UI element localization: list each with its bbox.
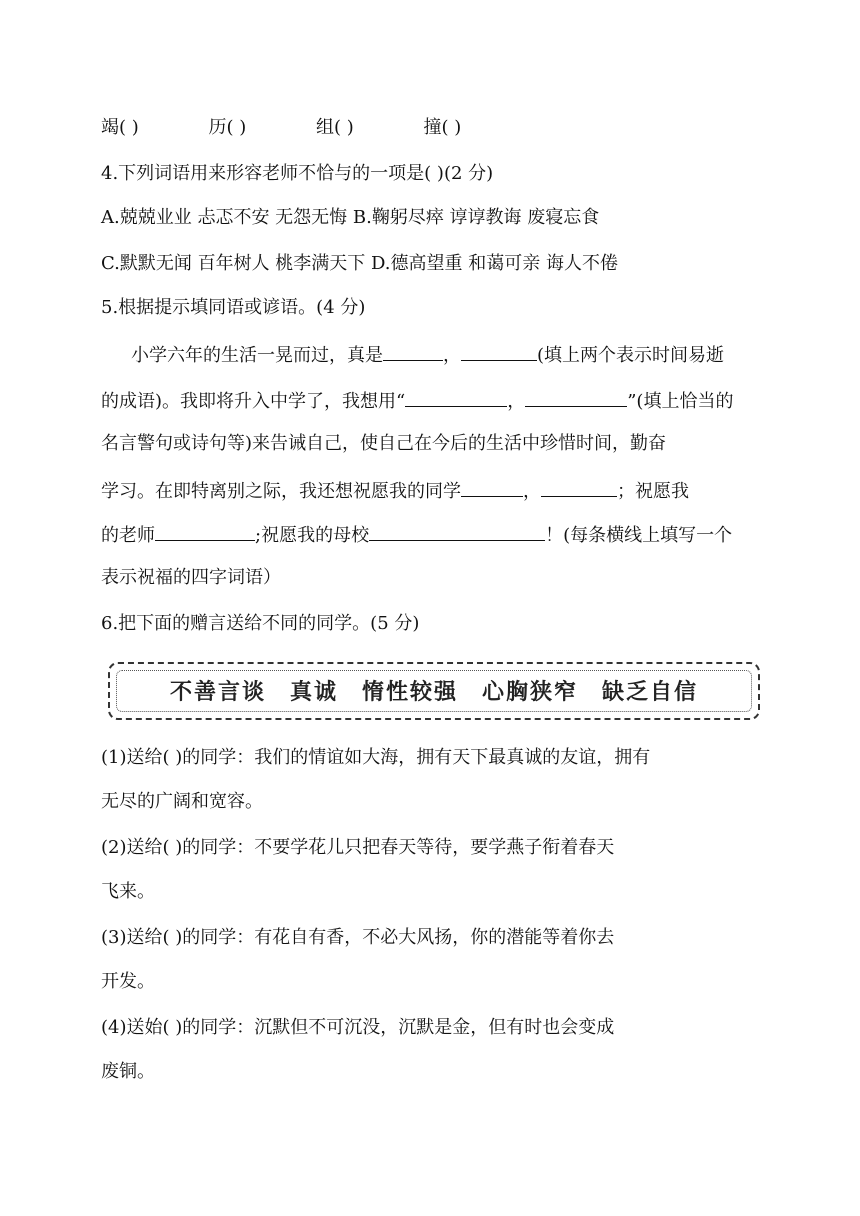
q6-item-4: (4)送始( )的同学：沉默但不可沉没，沉默是金，但有时也会变成 [101, 1017, 615, 1038]
answer-blank[interactable] [405, 388, 507, 407]
q3-item: 历( ) [208, 117, 247, 138]
q4-options-row2: C.默默无闻 百年树人 桃李满天下 D.德高望重 和蔼可亲 诲人不倦 [101, 253, 618, 274]
answer-blank[interactable] [541, 478, 617, 497]
q6-item-2: (2)送给( )的同学：不要学花儿只把春天等待，要学燕子衔着春天 [101, 837, 615, 858]
q5-line3: 名言警句或诗句等)来告诫自己，使自己在今后的生活中珍惜时间，勤奋 [101, 433, 667, 454]
q4-stem: 4.下列词语用来形容老师不恰与的一项是( )(2 分) [101, 163, 494, 184]
q5-line1: 小学六年的生活一晃而过，真是 ， (填上两个表示时间易逝 [131, 342, 724, 368]
word-bank-item: 不善言谈 [169, 680, 266, 705]
q6-item-2-cont: 飞来。 [101, 881, 155, 902]
q3-item: 组( ) [316, 117, 354, 138]
word-bank [110, 675, 758, 706]
q5-line4: 学习。在即特离别之际，我还想祝愿我的同学 ， ；祝愿我 [101, 478, 689, 504]
q3-char-row [101, 116, 461, 140]
q6-item-4-cont: 废铜。 [101, 1061, 155, 1082]
word-bank-item: 惰性较强 [361, 680, 458, 705]
q6-item-3-cont: 开发。 [101, 971, 155, 992]
q6-stem: 6.把下面的赠言送给不同的同学。(5 分) [101, 613, 420, 634]
answer-blank[interactable] [461, 342, 537, 361]
word-bank-item: 缺乏自信 [602, 680, 699, 705]
answer-blank[interactable] [525, 388, 627, 407]
q5-line5: 的老师 ;祝愿我的母校 ！(每条横线上填写一个 [101, 522, 732, 548]
answer-blank[interactable] [461, 478, 523, 497]
word-bank-box [108, 662, 760, 720]
answer-blank[interactable] [383, 342, 443, 361]
q5-line2: 的成语)。我即将升入中学了，我想用“ ， ”(填上恰当的 [101, 388, 733, 414]
word-bank-item: 心胸狭窄 [482, 680, 579, 705]
q4-options-row1: A.兢兢业业 忐忑不安 无怨无悔 B.鞠躬尽瘁 谆谆教诲 废寝忘食 [101, 207, 600, 228]
q3-item: 竭( ) [101, 117, 139, 138]
q6-item-3: (3)送给( )的同学：有花自有香，不必大风扬，你的潜能等着你去 [101, 927, 615, 948]
q5-line6: 表示祝福的四字词语） [101, 567, 281, 588]
q3-item: 撞( ) [423, 117, 462, 138]
word-bank-item: 真诚 [289, 680, 338, 705]
answer-blank[interactable] [369, 522, 545, 541]
q5-stem: 5.根据提示填同语或谚语。(4 分) [101, 297, 366, 318]
answer-blank[interactable] [155, 522, 255, 541]
q6-item-1-cont: 无尽的广阔和宽容。 [101, 791, 263, 812]
q6-item-1: (1)送给( )的同学：我们的情谊如大海，拥有天下最真诚的友谊，拥有 [101, 747, 651, 768]
